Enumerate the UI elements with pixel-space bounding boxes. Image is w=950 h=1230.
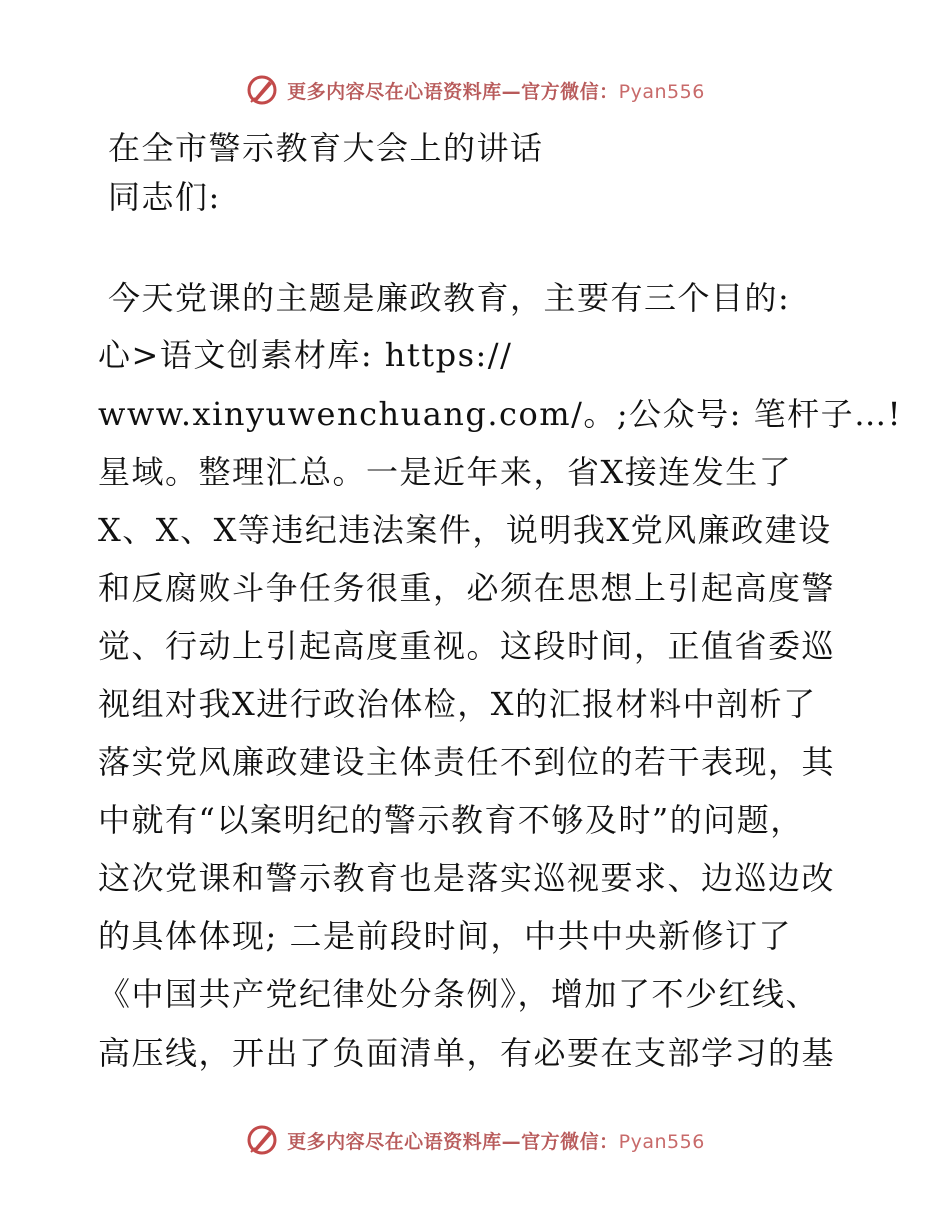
feather-pen-logo-icon [245,73,279,107]
body-line: 星域。整理汇总。一是近年来，省X接连发生了 [98,453,793,491]
body-line: 中就有“以案明纪的警示教育不够及时”的问题， [98,801,804,839]
feather-pen-logo-icon [245,1123,279,1157]
body-line: 和反腐败斗争任务很重，必须在思想上引起高度警 [98,569,836,607]
body-line: 落实党风廉政建设主体责任不到位的若干表现，其 [98,743,836,781]
body-line: X、X、X等违纪违法案件，说明我X党风廉政建设 [98,511,832,549]
body-line: 觉、行动上引起高度重视。这段时间，正值省委巡 [98,627,836,665]
body-line: 这次党课和警示教育也是落实巡视要求、边巡边改 [98,859,836,897]
salutation: 同志们: [108,178,221,216]
body-line: 高压线，开出了负面清单，有必要在支部学习的基 [98,1034,836,1072]
body-line: 心>语文创素材库: https:// [98,336,513,374]
body-line: 今天党课的主题是廉政教育，主要有三个目的: [108,279,791,317]
footer-banner-text: 更多内容尽在心语资料库—官方微信：Pyan556 [287,1130,705,1153]
body-line: www.xinyuwenchuang.com/。;公众号: 笔杆子…! [98,395,902,433]
document-title: 在全市警示教育大会上的讲话 [108,129,544,167]
header-banner [0,70,950,110]
header-wechat-account: Pyan556 [618,80,705,103]
body-line: 《中国共产党纪律处分条例》，增加了不少红线、 [98,975,820,1013]
footer-banner [0,1120,950,1160]
footer-wechat-account: Pyan556 [618,1130,705,1153]
body-line: 的具体体现; 二是前段时间，中共中央新修订了 [98,917,792,955]
body-line: 视组对我X进行政治体检，X的汇报材料中剖析了 [98,685,817,723]
header-banner-text: 更多内容尽在心语资料库—官方微信：Pyan556 [287,80,705,103]
